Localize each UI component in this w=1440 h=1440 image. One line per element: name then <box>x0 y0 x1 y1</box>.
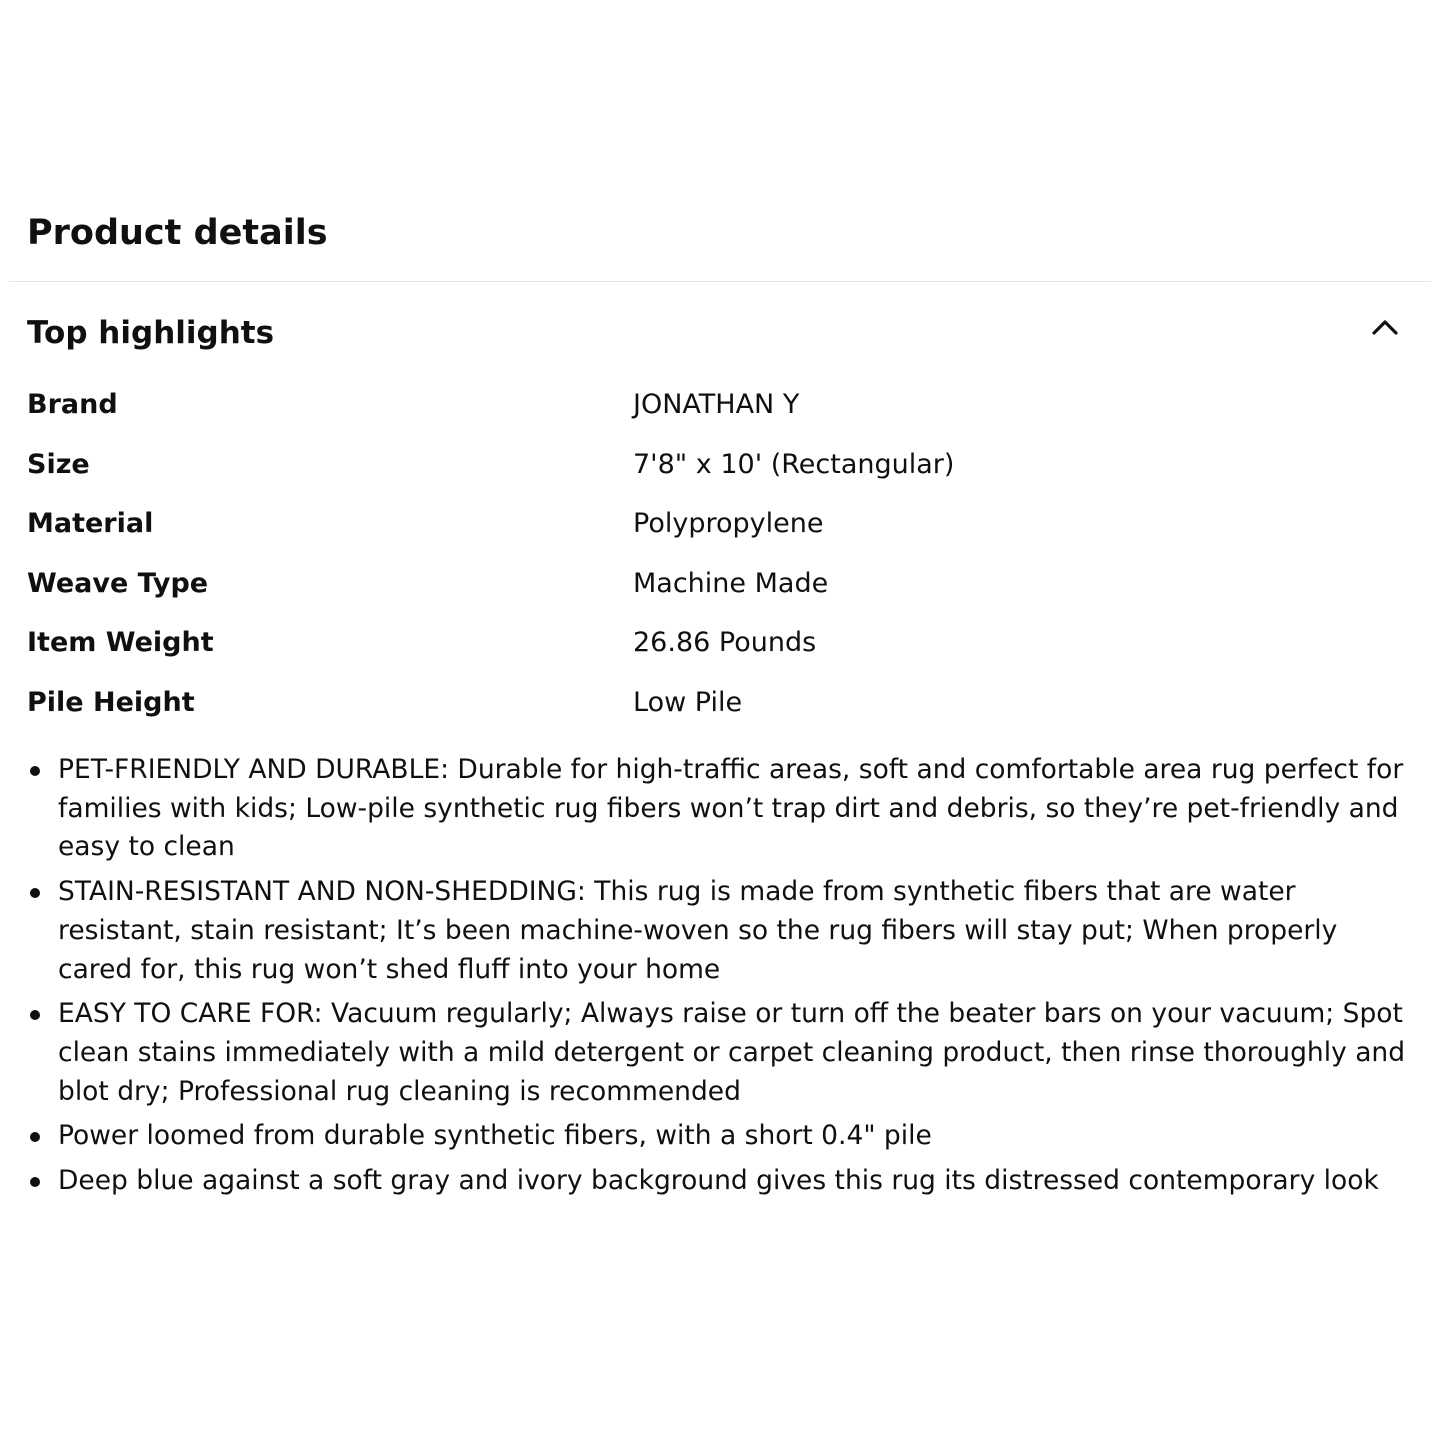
specs-table <box>27 377 1417 735</box>
bullet-dot-icon <box>30 766 40 776</box>
spec-value: Low Pile <box>633 686 743 718</box>
spec-label: Material <box>27 508 154 540</box>
spec-label: Weave Type <box>27 567 209 599</box>
spec-label: Pile Height <box>27 686 195 718</box>
bullet-dot-icon <box>30 888 40 898</box>
spec-value: JONATHAN Y <box>633 389 800 420</box>
feature-bullet <box>27 1162 1407 1201</box>
spec-row-material <box>27 496 1417 556</box>
feature-bullets <box>27 751 1407 1207</box>
spec-row-item-weight <box>27 615 1417 675</box>
bullet-dot-icon <box>30 1177 40 1187</box>
feature-bullet-text: PET-FRIENDLY AND DURABLE: Durable for high-traffic areas, soft and comfortable area rug perfect for families with kids; Low-pile synthetic rug fibers won’t trap dirt and debris, so they’re pet-friendly and easy to clean <box>58 754 1404 863</box>
feature-bullet <box>27 1117 1407 1156</box>
feature-bullet-text: Deep blue against a soft gray and ivory background gives this rug its distressed contemporary look <box>58 1165 1379 1197</box>
spec-value: Machine Made <box>633 567 829 599</box>
spec-row-size <box>27 437 1417 497</box>
spec-label: Item Weight <box>27 627 214 659</box>
feature-bullet <box>27 995 1407 1111</box>
feature-bullet-text: STAIN-RESISTANT AND NON-SHEDDING: This rug is made from synthetic fibers that are water resistant, stain resistant; It’s been machine-woven so the rug fibers will stay put; When properly cared for, this rug won’t shed fluff into your home <box>58 876 1338 985</box>
spec-row-pile-height <box>27 675 1417 735</box>
spec-value: 26.86 Pounds <box>633 627 817 659</box>
feature-bullet <box>27 751 1407 867</box>
section-title: Top highlights <box>27 315 275 351</box>
spec-value: 7'8" x 10' (Rectangular) <box>633 448 955 480</box>
top-highlights-toggle[interactable] <box>0 300 1440 364</box>
feature-bullet <box>27 873 1407 989</box>
spec-label: Brand <box>27 389 118 420</box>
chevron-up-icon[interactable] <box>1370 314 1400 338</box>
section-divider <box>9 281 1431 282</box>
spec-label: Size <box>27 448 90 480</box>
page-title: Product details <box>27 213 328 253</box>
spec-value: Polypropylene <box>633 508 824 540</box>
feature-bullet-text: Power loomed from durable synthetic fibers, with a short 0.4" pile <box>58 1120 932 1152</box>
spec-row-brand <box>27 377 1417 437</box>
spec-row-weave-type <box>27 556 1417 616</box>
bullet-dot-icon <box>30 1132 40 1142</box>
feature-bullet-text: EASY TO CARE FOR: Vacuum regularly; Always raise or turn off the beater bars on your vacuum; Spot clean stains immediately with a mild detergent or carpet cleaning product, then rinse thoroughly and blot dry; Professional rug cleaning is recommended <box>58 998 1406 1107</box>
bullet-dot-icon <box>30 1010 40 1020</box>
